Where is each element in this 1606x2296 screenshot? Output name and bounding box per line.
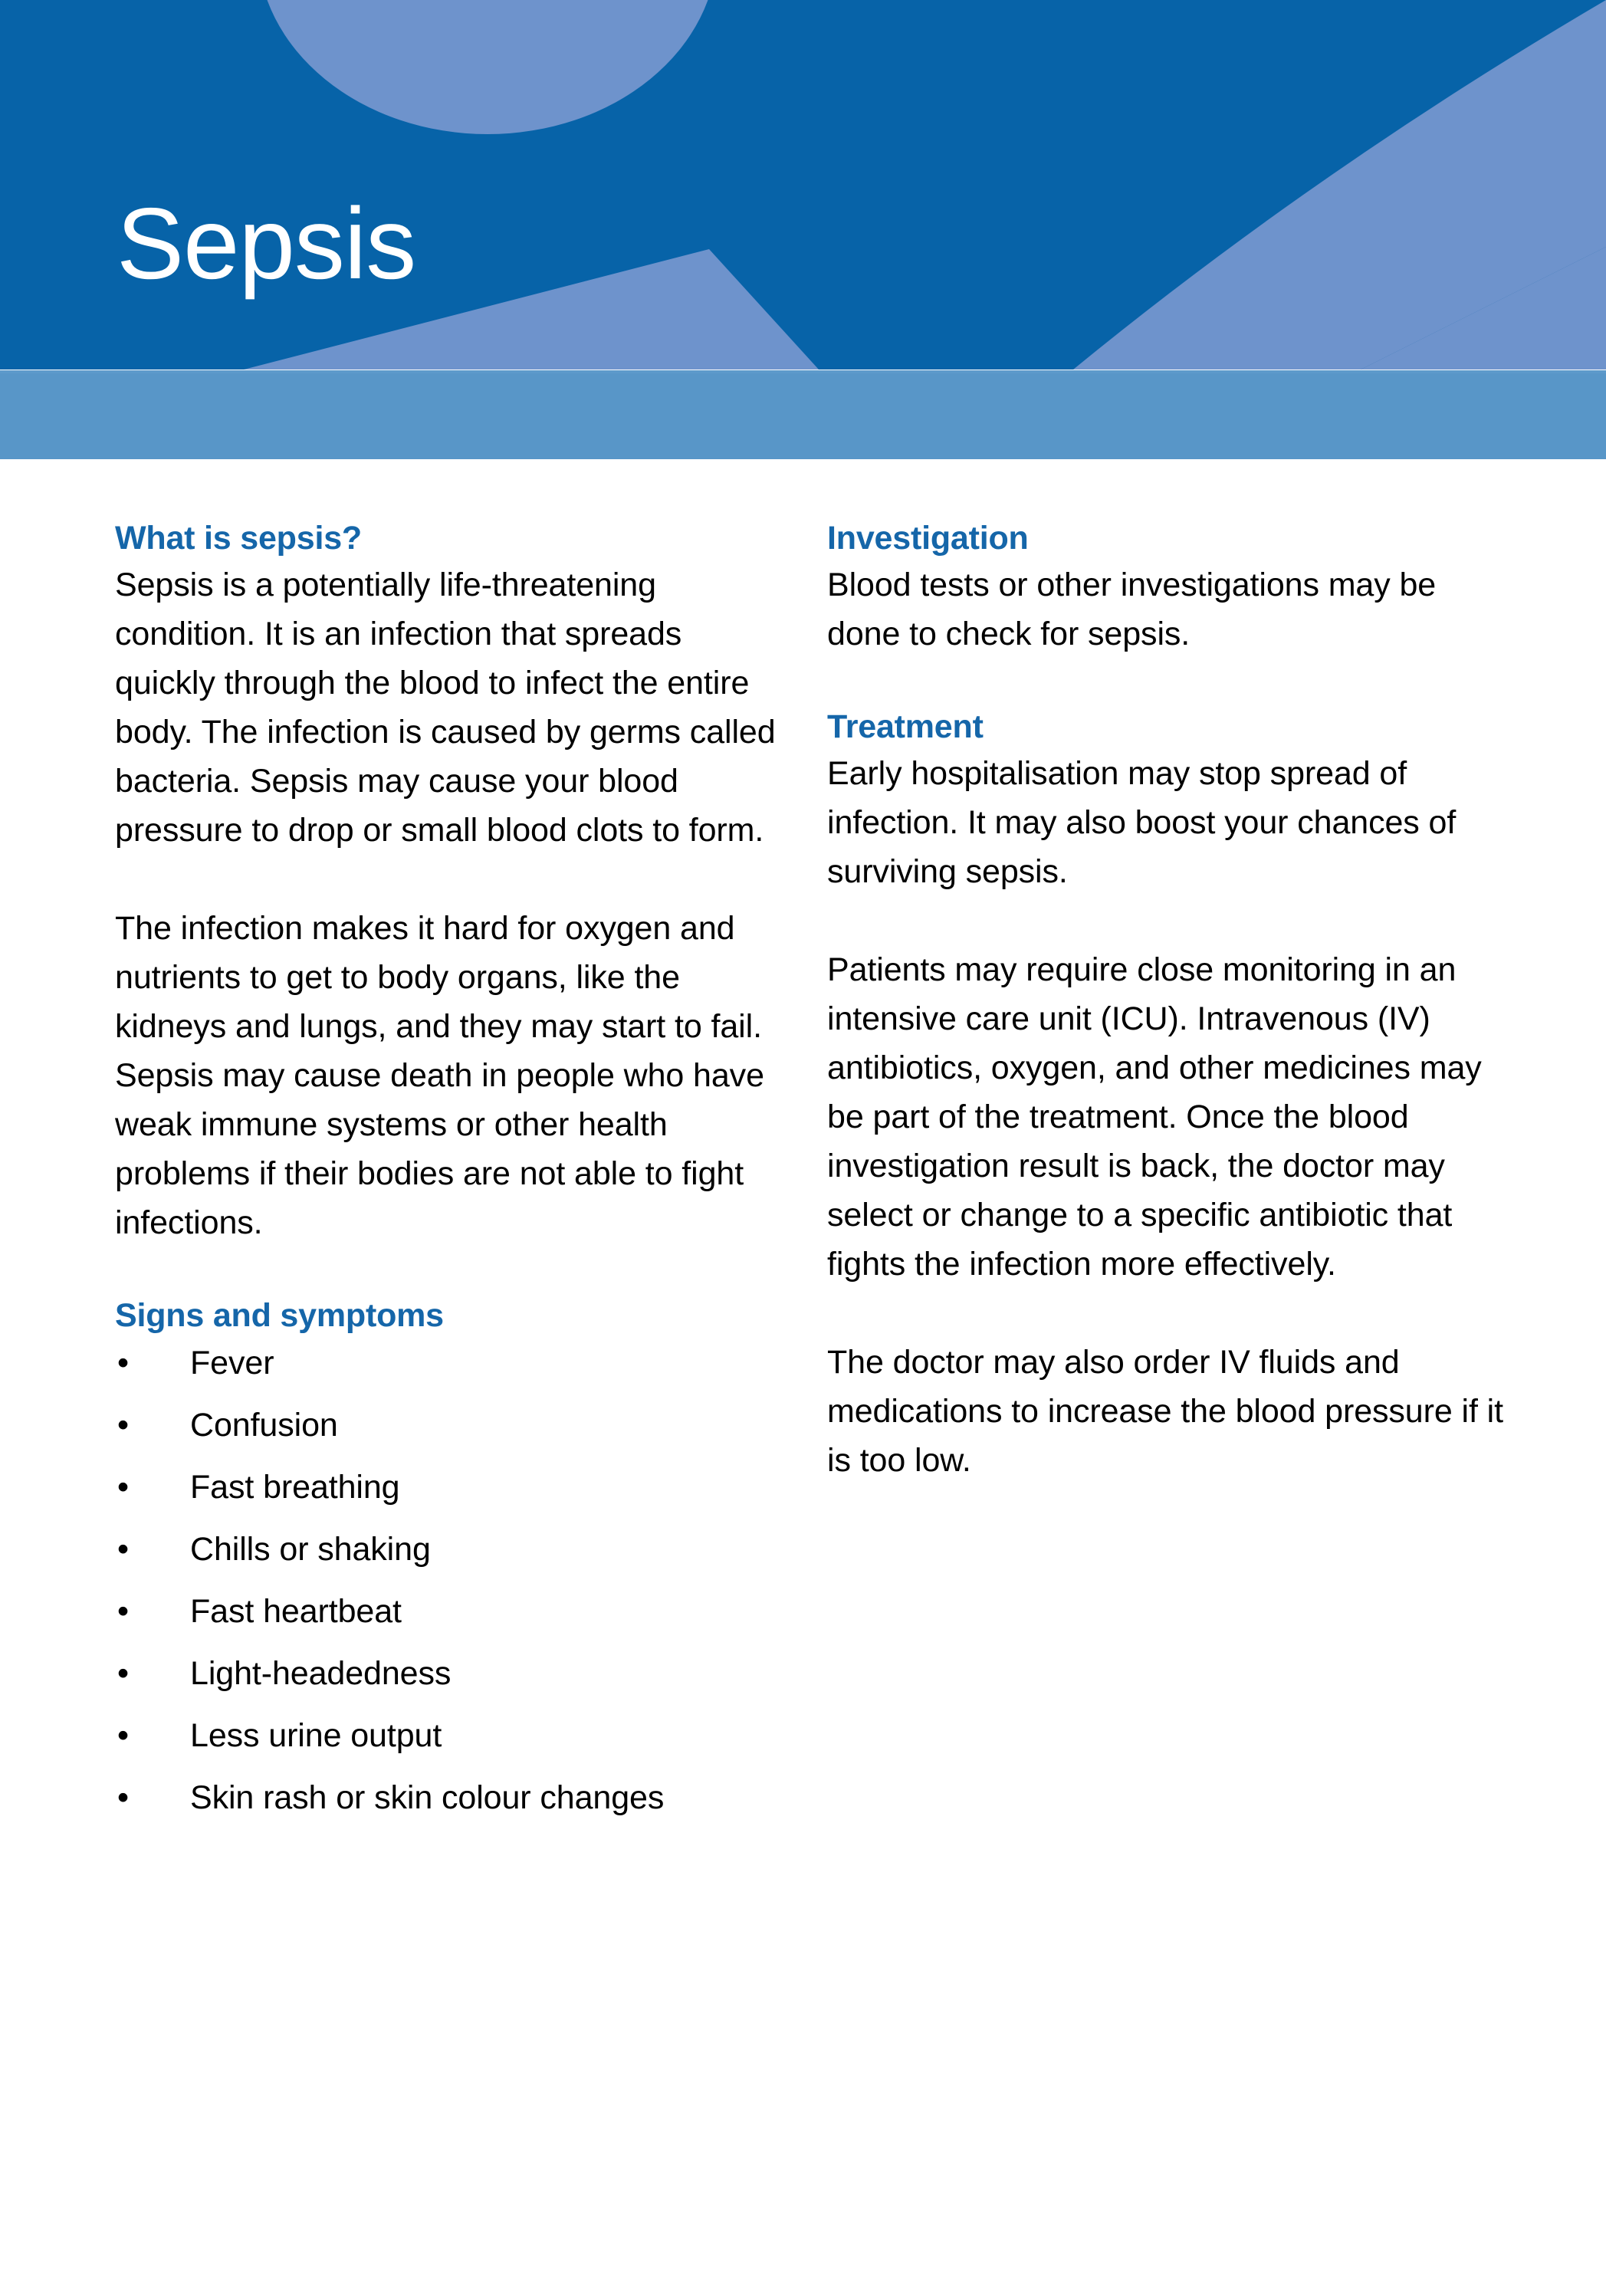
list-item-label: Less urine output [190, 1717, 442, 1754]
content-area [0, 459, 1606, 2296]
bullet-icon: • [117, 1655, 129, 1692]
paragraph-spacer [115, 855, 790, 904]
signs-and-symptoms-list [115, 1342, 790, 1818]
list-item-label: Chills or shaking [190, 1531, 431, 1568]
list-item [115, 1591, 790, 1632]
list-item [115, 1529, 790, 1570]
list-item [115, 1715, 790, 1756]
right-column [827, 517, 1509, 1485]
list-item [115, 1467, 790, 1508]
list-item-label: Fever [190, 1345, 274, 1381]
paragraph-treatment-2: Patients may require close monitoring in an intensive care unit (ICU). Intravenous (IV) antibiotics, oxygen, and other medicines may be part of the treatment. Once the blood investigation result is back, the doctor may select or change to a specific antibiotic that fights the infection more effectively. [827, 951, 1482, 1283]
list-item [115, 1404, 790, 1446]
heading-investigation: Investigation [827, 520, 1029, 557]
heading-signs-and-symptoms: Signs and symptoms [115, 1297, 444, 1334]
paragraph-spacer [827, 896, 1509, 945]
left-column [115, 517, 790, 1839]
header-decorative-artwork [0, 0, 1606, 370]
paragraph-treatment-3: The doctor may also order IV fluids and medications to increase the blood pressure if it is too low. [827, 1344, 1503, 1479]
section-spacer [827, 659, 1509, 706]
bullet-icon: • [117, 1593, 129, 1630]
list-item-label: Light-headedness [190, 1655, 452, 1692]
list-item [115, 1342, 790, 1384]
heading-what-is-sepsis: What is sepsis? [115, 520, 362, 557]
paragraph-what-is-sepsis-1: Sepsis is a potentially life-threatening condition. It is an infection that spreads quickly through the blood to infect the entire body. The infection is caused by germs called bacteria. Sepsis may cause your blood pressure to drop or small blood clots to form. [115, 567, 776, 849]
list-item [115, 1653, 790, 1694]
section-spacer [115, 1247, 790, 1295]
paragraph-investigation-1: Blood tests or other investigations may be done to check for sepsis. [827, 567, 1437, 652]
bullet-icon: • [117, 1531, 129, 1568]
header-banner [0, 0, 1606, 370]
bullet-icon: • [117, 1407, 129, 1444]
page-title: Sepsis [117, 187, 416, 300]
heading-treatment: Treatment [827, 708, 984, 745]
bullet-icon: • [117, 1717, 129, 1754]
list-item-label: Skin rash or skin colour changes [190, 1779, 665, 1816]
paragraph-what-is-sepsis-2: The infection makes it hard for oxygen and nutrients to get to body organs, like the kidneys and lungs, and they may start to fail. Sepsis may cause death in people who have weak immune systems or other health problems if their bodies are not able to fight infections. [115, 910, 764, 1241]
bullet-icon: • [117, 1779, 129, 1816]
paragraph-spacer [827, 1289, 1509, 1338]
list-item-label: Confusion [190, 1407, 338, 1444]
list-item-label: Fast breathing [190, 1469, 400, 1506]
accent-band [0, 370, 1606, 459]
accent-band-hairline [0, 370, 1606, 373]
list-item [115, 1777, 790, 1818]
bullet-icon: • [117, 1345, 129, 1381]
bullet-icon: • [117, 1469, 129, 1506]
list-item-label: Fast heartbeat [190, 1593, 402, 1630]
paragraph-treatment-1: Early hospitalisation may stop spread of infection. It may also boost your chances of surviving sepsis. [827, 755, 1457, 890]
